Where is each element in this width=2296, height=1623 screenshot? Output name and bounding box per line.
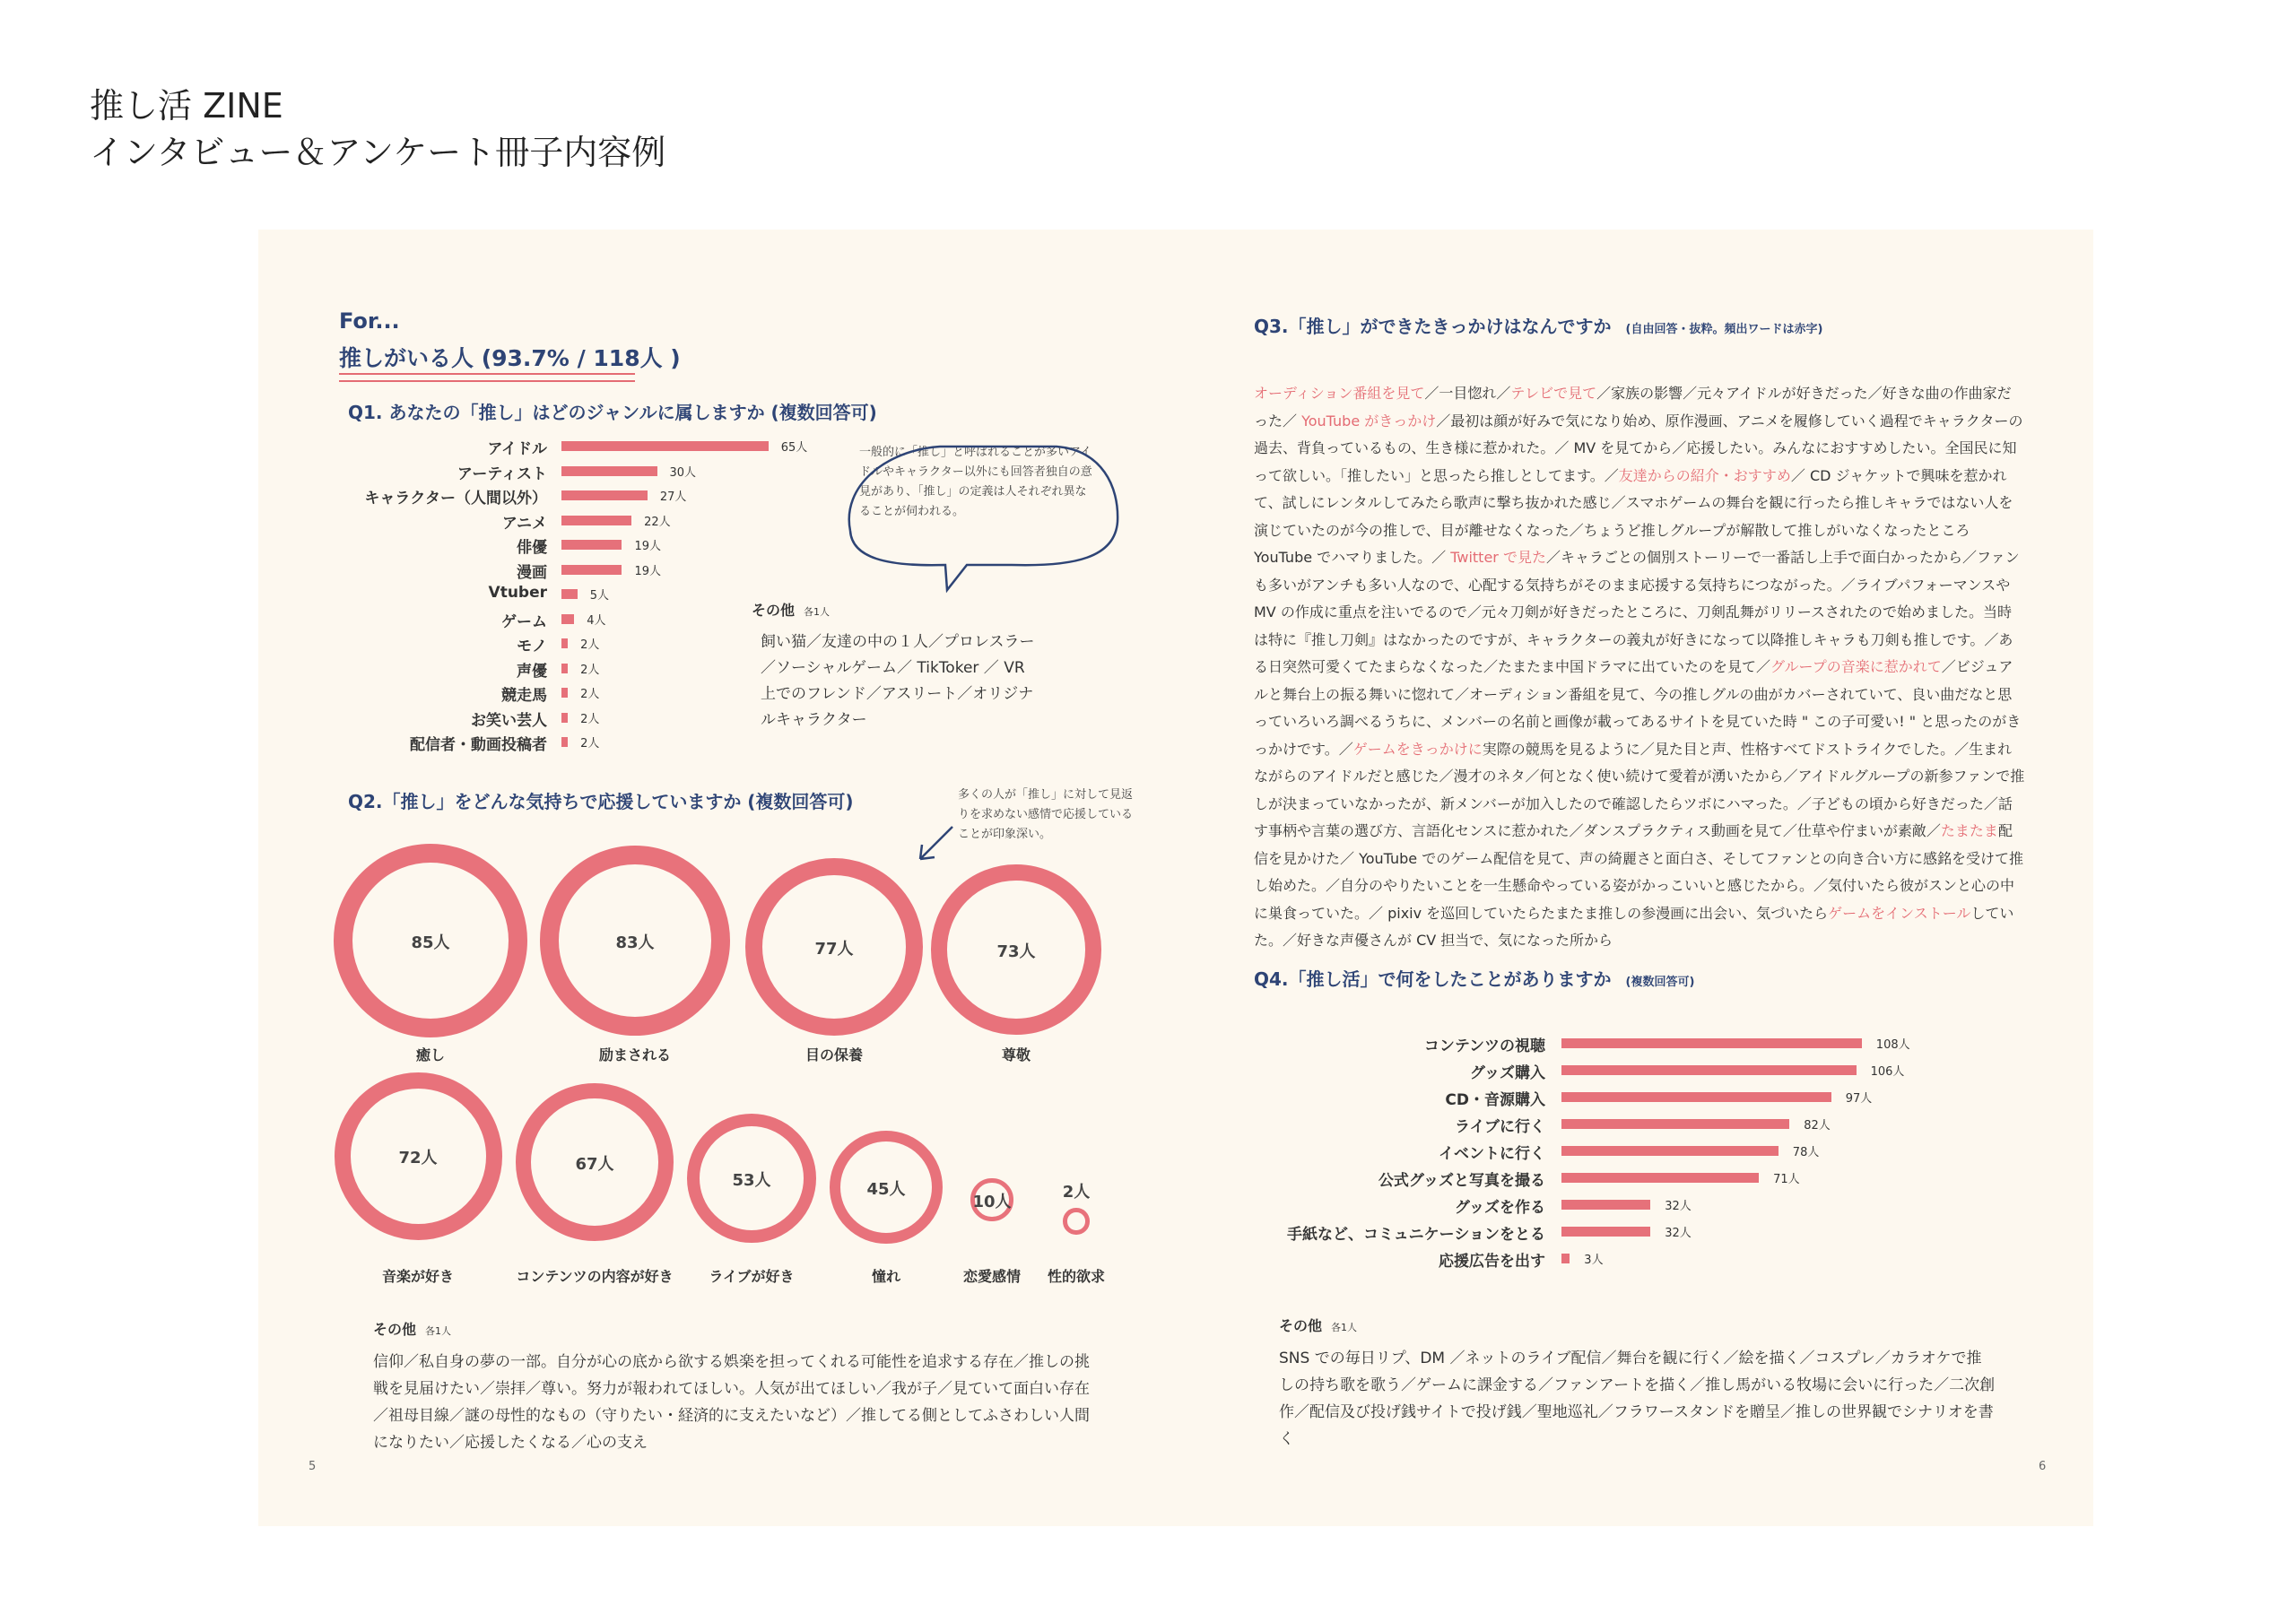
q3-text: ／一目惚れ／ — [1424, 385, 1511, 402]
q2-other-heading — [373, 1318, 451, 1339]
q1-bar — [561, 614, 574, 624]
q2-other-each: 各1人 — [425, 1325, 452, 1337]
q1-bar-label: アーティスト — [457, 464, 547, 483]
q3-heading — [1254, 312, 1822, 338]
q1-bar — [561, 466, 657, 476]
q2-ring-value: 45人 — [866, 1180, 906, 1199]
q1-bar-label: アニメ — [501, 514, 547, 533]
q2-side-note: 多くの人が「推し」に対して見返りを求めない感情で応援していることが印象深い。 — [958, 788, 1134, 841]
q3-highlight-word: 友達からの紹介・おすすめ — [1618, 466, 1791, 484]
q4-bar-value: 32人 — [1665, 1200, 1692, 1213]
q4-bar — [1561, 1173, 1759, 1183]
q3-highlight-word: ゲームをきっかけに — [1352, 740, 1483, 758]
q4-bar — [1561, 1065, 1857, 1075]
q2-ring-label: 癒し — [415, 1046, 445, 1063]
q4-bar-label: イベントに行く — [1439, 1145, 1545, 1163]
document-title — [90, 82, 665, 176]
q1-bar-value: 5人 — [589, 589, 610, 603]
q2-ring-label: 憧れ — [871, 1268, 900, 1285]
q4-bar-value: 71人 — [1773, 1173, 1800, 1186]
q4-bar-label: ライブに行く — [1455, 1118, 1545, 1136]
q2-ring-value: 77人 — [814, 940, 854, 959]
q1-bubble-note: 一般的に「推し」と呼ばれることが多いアイドルやキャラクター以外にも回答者独自の意見があり、「推し」の定義は人それぞれ異なることが伺われる。 — [859, 446, 1092, 518]
q4-heading — [1254, 965, 1694, 991]
q3-text: していた。／好きな声優さんが CV 担当で、気になった所から — [1254, 904, 2014, 949]
q1-bar-value: 4人 — [587, 613, 606, 628]
q1-bar — [561, 441, 769, 451]
q4-bar — [1561, 1200, 1650, 1210]
q3-text: ／キャラごとの個別ストーリーで一番話し上手で面白かったから／ファンも多いがアンチも多い人なので、心配する気持ちがそのまま応援する気持ちにつながった。／ライブパフォーマンスや MV の作成に重点を注いでるので／元々刀剣が好きだったところに、刀剣乱舞がリリースされたので始めました。当時は特に『推し刀剣』はなかったのですが、キャラクターの義丸が好きになって以降推しキャラも刀剣も推しです。／ある日突然可愛くてたまらなくなった／たまたま中国ドラマに出ていたのを見て／ — [1254, 549, 2020, 675]
q4-bar-value: 82人 — [1804, 1119, 1831, 1133]
q2-ring-label: 音楽が好き — [381, 1268, 454, 1285]
q1-bar-label: キャラクター（人間以外） — [364, 490, 547, 508]
headline-underline — [339, 373, 635, 382]
document-title-line1: 推し活 ZINE — [90, 86, 283, 126]
q4-bar — [1561, 1092, 1831, 1102]
q1-bar — [561, 737, 568, 747]
speech-bubble-icon — [832, 423, 1128, 594]
q1-other-heading — [752, 599, 830, 620]
q4-other-body: SNS での毎日リプ、DM ／ネットのライブ配信／舞台を観に行く／絵を描く／コスプレ／カラオケで推しの持ち歌を歌う／ゲームに課金する／ファンアートを描く／推し馬がいる牧場に会いに行った／二次創作／配信及び投げ銭サイトで投げ銭／聖地巡礼／フラワースタンドを贈呈／推しの世界観でシナリオを書く — [1279, 1350, 1996, 1448]
q2-ring-value: 83人 — [615, 933, 655, 952]
zine-spread — [258, 230, 2093, 1526]
q1-other-body: 飼い猫／友達の中の１人／プロレスラー／ソーシャルゲーム／ TikToker ／ VR 上でのフレンド／アスリート／オリジナルキャラクター — [761, 633, 1035, 729]
q4-bar-label: グッズを作る — [1454, 1199, 1545, 1217]
q1-bar-label: 俳優 — [517, 539, 547, 557]
q2-ring-value: 53人 — [732, 1171, 771, 1190]
q1-bar-label: お笑い芸人 — [471, 711, 547, 730]
q1-bar-value: 2人 — [580, 663, 600, 677]
q3-answers — [1254, 380, 2025, 955]
q4-bar-label: 応援広告を出す — [1439, 1253, 1545, 1271]
q3-title: Q3.「推し」ができたきっかけはなんですか — [1254, 316, 1612, 337]
q1-bar-value: 2人 — [580, 712, 600, 726]
q2-ring-label: 尊敬 — [1001, 1046, 1031, 1063]
q4-bar — [1561, 1227, 1650, 1237]
q3-highlight-word: Twitter で見た — [1450, 549, 1546, 566]
q2-other-body: 信仰／私自身の夢の一部。自分が心の底から欲する娯楽を担ってくれる可能性を追求する存在／推しの挑戦を見届けたい／崇拝／尊い。努力が報われてほしい。人気が出てほしい／我が子／見ていて面白い存在／祖母目線／謎の母性的なもの（守りたい・経済的に支えたいなど）／推してる側としてふさわしい人間になりたい／応援したくなる／心の支え — [373, 1353, 1090, 1452]
q2-ring-label: ライブが好き — [709, 1268, 795, 1285]
q4-title: Q4.「推し活」で何をしたことがありますか — [1254, 968, 1612, 990]
q2-ring-label: 恋愛感情 — [962, 1268, 1021, 1285]
q3-highlight-word: ゲームをインストール — [1828, 904, 1971, 922]
q1-bar-value: 2人 — [580, 638, 600, 652]
page-number-left: 5 — [309, 1460, 317, 1473]
q2-other-title: その他 — [373, 1321, 417, 1338]
q4-bar-value: 78人 — [1792, 1146, 1820, 1159]
q1-bar — [561, 565, 622, 575]
q1-bar-value: 22人 — [644, 515, 671, 529]
q1-other-each: 各1人 — [804, 606, 831, 618]
q4-other-each: 各1人 — [1331, 1322, 1358, 1333]
q4-bar-value: 32人 — [1665, 1227, 1692, 1240]
q3-text: ／最初は顔が好みで気になり始め、原作漫画、アニメを履修していく過程でキャラクターの過去、背負っているもの、生き様に惹かれた。／ MV を見てから／応援したい。みんなにおすすめしたい。全国民に知って欲しい。「推したい」と思ったら推しとしてます。／ — [1254, 412, 2023, 484]
q4-bar-label: 公式グッズと写真を撮る — [1378, 1172, 1545, 1190]
q1-bar-value: 2人 — [580, 688, 600, 701]
q3-highlight-word: グループの音楽に惹かれて — [1770, 658, 1942, 675]
q3-text: ／ビジュアルと舞台上の振る舞いに惚れて／オーディション番組を見て、今の推しグルの曲がカバーされていて、良い曲だなと思っていろいろ調べるうちに、メンバーの名前と画像が載ってあるサイトを見ていた時 " この子可愛い! " と思ったのがきっかけです。／ — [1254, 658, 2022, 758]
arrow-icon — [913, 821, 958, 866]
q1-bar-value: 30人 — [669, 465, 697, 480]
q3-text: 配信を見かけた／ YouTube でのゲーム配信を見て、声の綺麗さと面白さ、そしてファンとの向き合い方に感銘を受けて推し始めた。／自分のやりたいことを一生懸命やっている姿がかっこいいと感じたから。／気付いたら彼がスンと心の中に巣食っていた。／ pixiv を巡回していたらたまたま推しの参漫画に出会い、気づいたら — [1254, 822, 2023, 922]
q2-ring-value: 72人 — [398, 1149, 438, 1167]
q1-bar-label: 声優 — [517, 662, 547, 681]
q4-bar-value: 97人 — [1845, 1092, 1873, 1106]
q1-bar-value: 65人 — [780, 441, 808, 455]
q1-title: Q1. あなたの「推し」はどのジャンルに属しますか (複数回答可) — [348, 402, 877, 423]
q2-ring-label: 性的欲求 — [1047, 1268, 1105, 1285]
q2-ring-label: コンテンツの内容が好き — [516, 1268, 674, 1285]
q4-bar-value: 106人 — [1870, 1065, 1905, 1079]
q4-bar-value: 108人 — [1875, 1038, 1910, 1052]
q1-bar-value: 2人 — [580, 737, 600, 751]
q4-bar-label: コンテンツの視聴 — [1423, 1037, 1545, 1055]
q4-other-heading — [1279, 1315, 1357, 1335]
q2-ring-value: 10人 — [972, 1193, 1012, 1211]
q1-bar-value: 19人 — [634, 540, 661, 553]
q1-bar — [561, 664, 568, 673]
q4-bar — [1561, 1254, 1570, 1263]
q4-other-title: その他 — [1279, 1317, 1323, 1334]
headline: 推しがいる人 (93.7% / 118人 ) — [339, 345, 681, 371]
q3-highlight-word: テレビで見て — [1510, 385, 1597, 402]
q3-highlight-word: たまたま — [1940, 822, 1998, 839]
q2-ring-label: 目の保養 — [804, 1046, 863, 1063]
q1-other-title: その他 — [752, 602, 796, 619]
q1-bar — [561, 589, 578, 599]
page-number-right: 6 — [2039, 1460, 2047, 1473]
q2-ring-value: 73人 — [996, 942, 1036, 961]
q1-bar — [561, 490, 648, 500]
q1-bar — [561, 688, 568, 698]
q3-text: 実際の競馬を見るように／見た目と声、性格すべてドストライクでした。／生まれながらのアイドルだと感じた／漫才のネタ／何となく使い続けて愛着が湧いたから／アイドルグループの新参ファンで推しが決まっていなかったが、新メンバーが加入したので確認したらツボにハマった。／子どもの頃から好きだった／話す事柄や言葉の選び方、言語化センスに惹かれた／ダンスプラクティス動画を見て／仕草や佇まいが素敵／ — [1254, 740, 2025, 839]
q2-ring-value: 85人 — [411, 933, 450, 952]
q4-bar-label: CD・音源購入 — [1445, 1091, 1545, 1109]
q1-bar-label: ゲーム — [501, 612, 547, 631]
q3-text: ／家族の影響／元々アイドルが好きだった／好きな曲の作曲家だった／ — [1254, 385, 2012, 430]
q1-bar-label: モノ — [517, 638, 547, 655]
document-title-line2: インタビュー＆アンケート冊子内容例 — [90, 133, 666, 172]
q2-ring — [1063, 1208, 1090, 1235]
q1-bar-label: 配信者・動画投稿者 — [410, 736, 547, 754]
q3-highlight-word: オーディション番組を見て — [1254, 385, 1425, 402]
q1-bar-label: 漫画 — [517, 563, 547, 582]
q4-bar — [1561, 1146, 1779, 1156]
q1-bar — [561, 638, 568, 648]
q4-bar — [1561, 1119, 1789, 1129]
q4-subtitle: (複数回答可) — [1625, 976, 1695, 989]
q2-ring-value: 2人 — [1062, 1183, 1091, 1202]
q2-title: Q2.「推し」をどんな気持ちで応援していますか (複数回答可) — [348, 791, 854, 812]
q1-bar-value: 19人 — [634, 564, 661, 578]
q4-bar-label: 手紙など、コミュニケーションをとる — [1287, 1226, 1545, 1244]
q4-bar — [1561, 1038, 1862, 1048]
q1-bar-label: Vtuber — [488, 584, 547, 602]
q4-bar-value: 3人 — [1584, 1254, 1604, 1267]
q1-bar — [561, 516, 631, 525]
q3-text: ／ CD ジャケットで興味を惹かれて、試しにレンタルしてみたら歌声に撃ち抜かれた感じ／スマホゲームの舞台を観に行ったら推しキャラではない人を演じていたのが今の推しで、目が離せなくなった／ちょうど推しグループが解散して推しがいなくなったところ YouTube でハマりました。／ — [1254, 466, 2013, 566]
for-label: For... — [339, 308, 400, 334]
q1-bar — [561, 713, 568, 723]
q1-bar-label: 競走馬 — [501, 687, 547, 705]
q1-bar — [561, 540, 622, 550]
q2-ring-value: 67人 — [575, 1155, 614, 1174]
q3-subtitle: (自由回答・抜粋。頻出ワードは赤字) — [1625, 323, 1823, 336]
q1-bar-label: アイドル — [487, 440, 547, 458]
q3-highlight-word: YouTube がきっかけ — [1301, 412, 1437, 430]
q4-bar-label: グッズ購入 — [1469, 1064, 1545, 1082]
q2-ring-label: 励まされる — [598, 1046, 671, 1063]
q1-bar-value: 27人 — [659, 490, 687, 504]
